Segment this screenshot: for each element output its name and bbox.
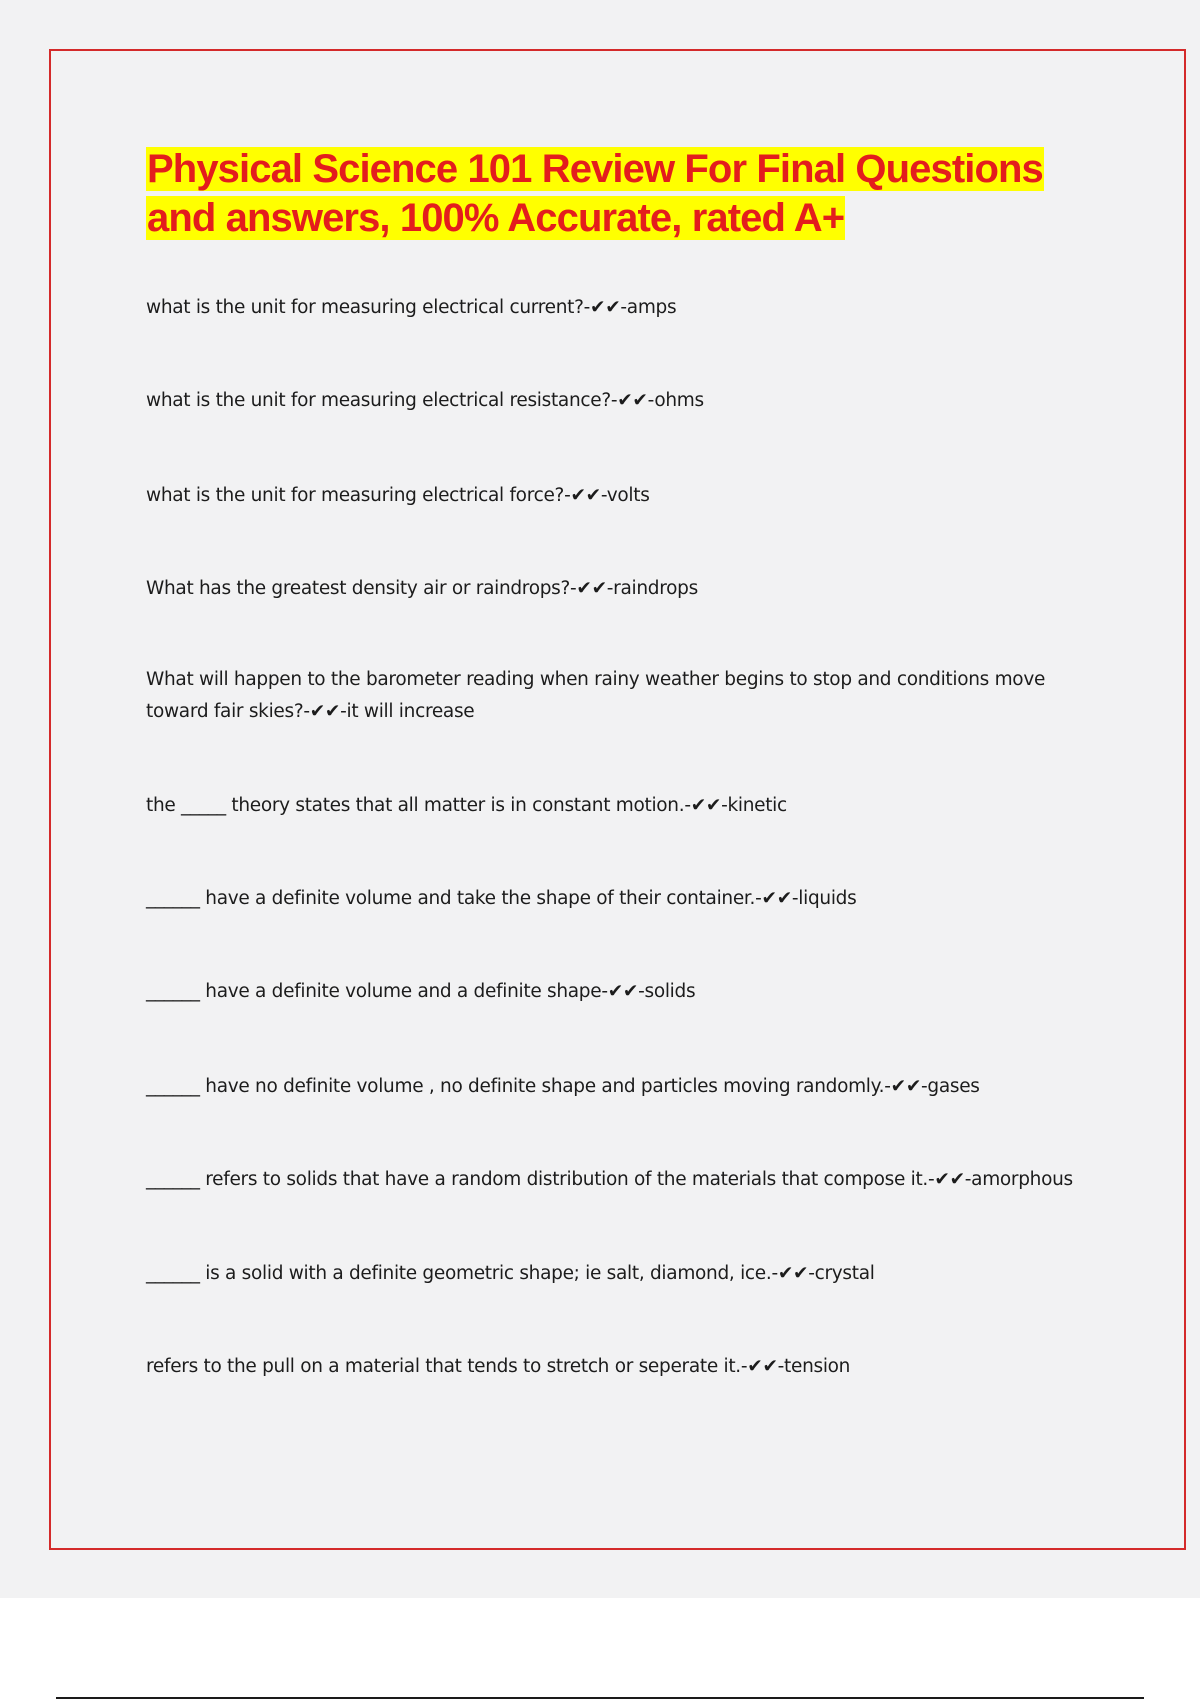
qa-item: ______ is a solid with a definite geometric shape; ie salt, diamond, ice.-✔✔-crystal: [146, 1263, 875, 1284]
qa-item: the _____ theory states that all matter is in constant motion.-✔✔-kinetic: [146, 795, 787, 816]
qa-item: ______ have no definite volume , no definite shape and particles moving randomly.-✔✔-gases: [146, 1076, 980, 1097]
qa-item: What will happen to the barometer reading when rainy weather begins to stop and conditions move toward fair skies?-✔✔-it will increase: [146, 669, 1046, 722]
qa-item: ______ refers to solids that have a random distribution of the materials that compose it.-✔✔-amorphous: [146, 1169, 1073, 1190]
title-highlight: Physical Science 101 Review For Final Questions and answers, 100% Accurate, rated A+: [147, 147, 1043, 240]
footer-rule: [56, 1697, 1144, 1699]
qa-item: ______ have a definite volume and take the shape of their container.-✔✔-liquids: [146, 888, 857, 909]
qa-item: what is the unit for measuring electrical current?-✔✔-amps: [146, 297, 677, 318]
qa-item: what is the unit for measuring electrical resistance?-✔✔-ohms: [146, 390, 704, 411]
qa-item: refers to the pull on a material that tends to stretch or seperate it.-✔✔-tension: [146, 1356, 851, 1377]
qa-item: What has the greatest density air or raindrops?-✔✔-raindrops: [146, 578, 698, 599]
document-title: [146, 145, 1106, 243]
qa-item: ______ have a definite volume and a definite shape-✔✔-solids: [146, 981, 696, 1002]
qa-item: what is the unit for measuring electrical force?-✔✔-volts: [146, 485, 650, 506]
